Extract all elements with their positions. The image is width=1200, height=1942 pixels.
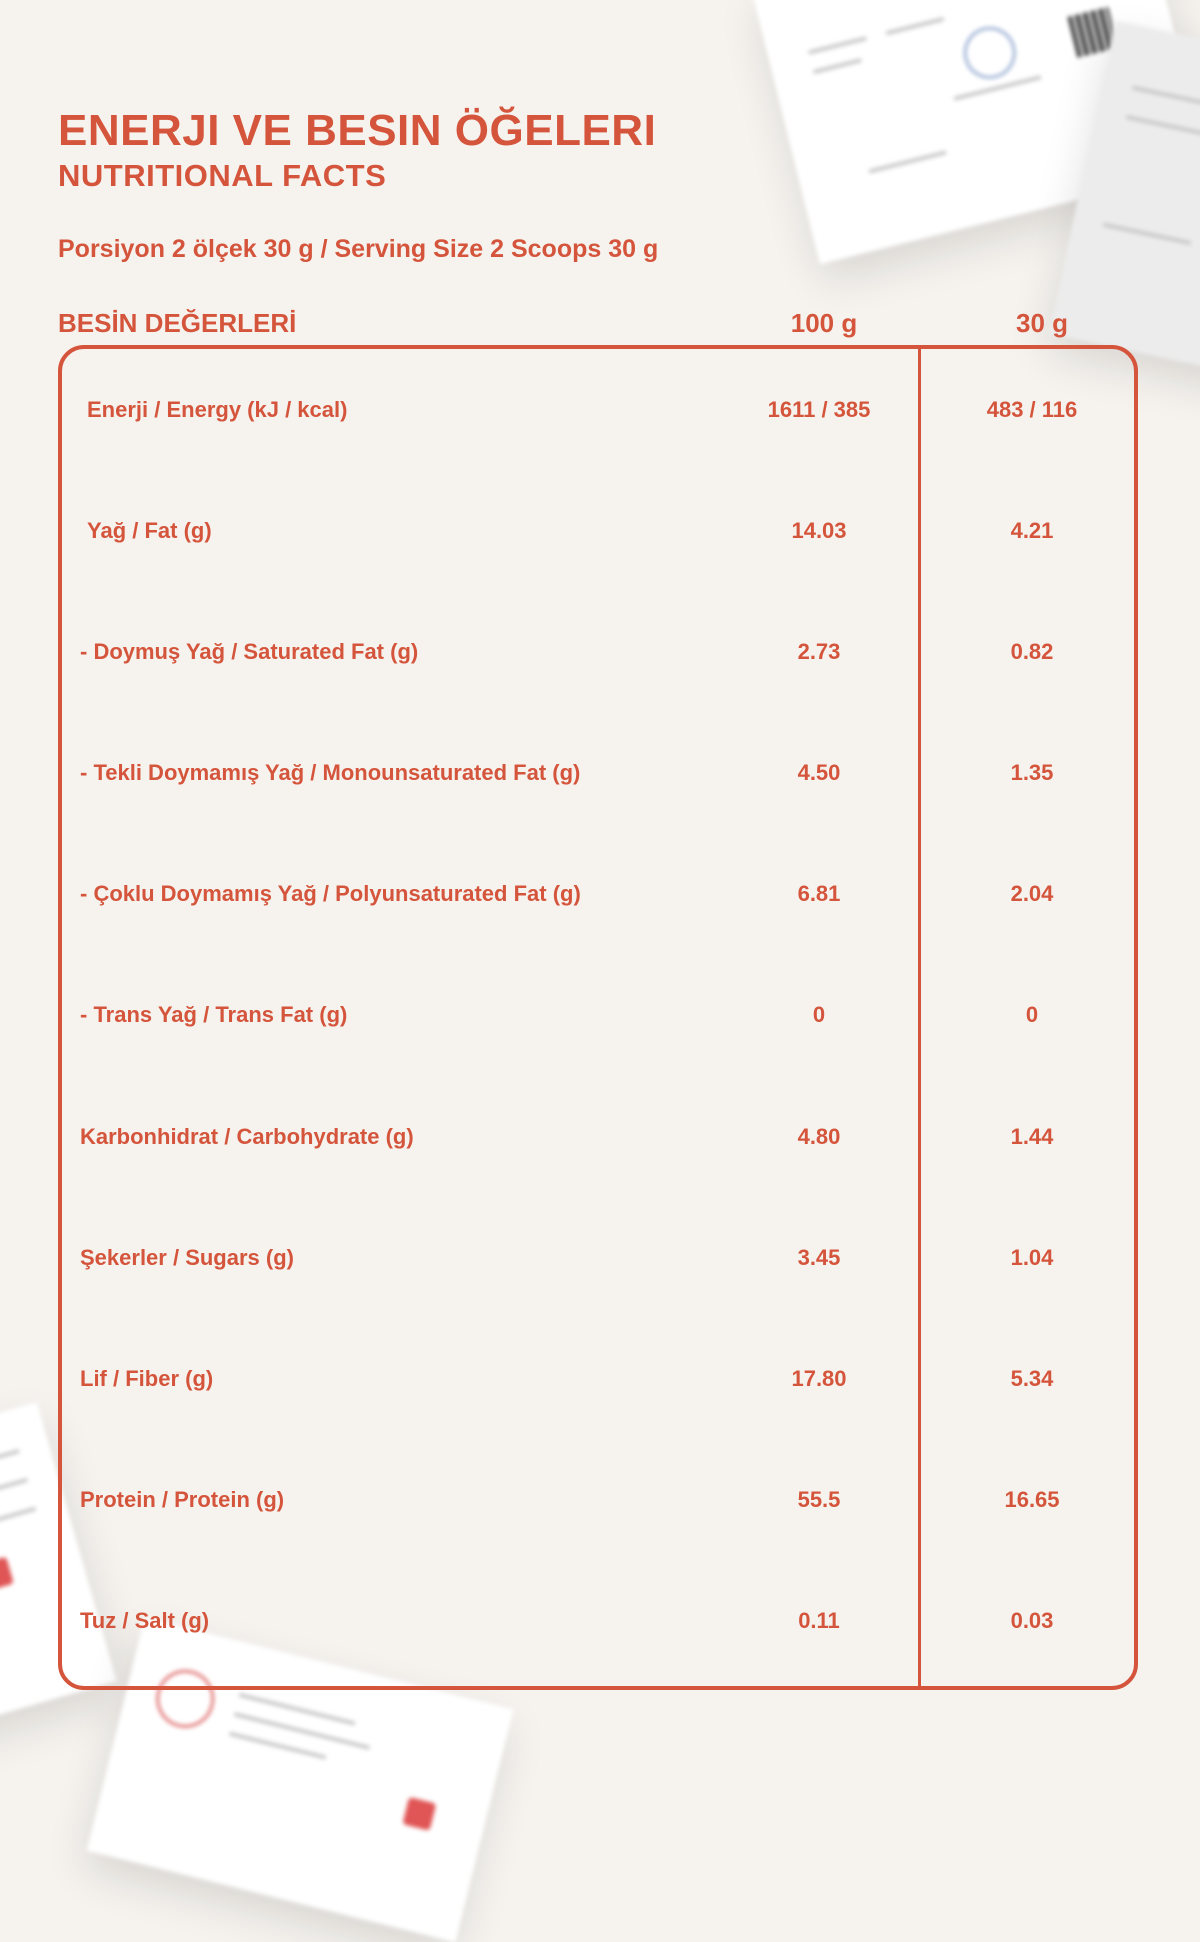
row-label: Lif / Fiber (g) [80, 1366, 214, 1391]
value-100g: 14.03 [791, 518, 847, 543]
table-row [58, 639, 1138, 679]
value-30g: 2.04 [1010, 881, 1054, 906]
serving-size: Porsiyon 2 ölçek 30 g / Serving Size 2 Scoops 30 g [58, 235, 659, 263]
value-100g: 1611 / 385 [767, 397, 871, 422]
table-row [58, 518, 1138, 558]
value-100g: 0 [812, 1002, 826, 1027]
value-30g: 0.03 [1010, 1608, 1054, 1633]
row-label: - Doymuş Yağ / Saturated Fat (g) [80, 639, 419, 664]
value-100g: 2.73 [797, 639, 841, 664]
value-100g: 4.50 [797, 760, 841, 785]
row-label: Enerji / Energy (kJ / kcal) [87, 397, 348, 422]
value-30g: 4.21 [1010, 518, 1054, 543]
row-label: Yağ / Fat (g) [87, 518, 212, 543]
table-row [58, 1487, 1138, 1527]
value-30g: 5.34 [1010, 1366, 1054, 1391]
row-label: Şekerler / Sugars (g) [80, 1245, 294, 1270]
value-100g: 17.80 [791, 1366, 847, 1391]
table-row [58, 760, 1138, 800]
value-30g: 483 / 116 [986, 397, 1078, 422]
row-label: Protein / Protein (g) [80, 1487, 285, 1512]
value-30g: 0 [1025, 1002, 1039, 1027]
row-label: Tuz / Salt (g) [80, 1608, 210, 1633]
page-subtitle: NUTRITIONAL FACTS [58, 158, 387, 193]
value-30g: 1.04 [1010, 1245, 1054, 1270]
table-row [58, 881, 1138, 921]
table-row [58, 1002, 1138, 1042]
page-title: ENERJI VE BESIN ÖĞELERI [58, 106, 657, 155]
value-30g: 0.82 [1010, 639, 1054, 664]
row-label: - Tekli Doymamış Yağ / Monounsaturated Fat (g) [80, 760, 581, 785]
value-100g: 55.5 [797, 1487, 841, 1512]
row-label: Karbonhidrat / Carbohydrate (g) [80, 1124, 414, 1149]
table-row [58, 1124, 1138, 1164]
value-100g: 6.81 [797, 881, 841, 906]
value-100g: 4.80 [797, 1124, 841, 1149]
table-row [58, 1245, 1138, 1285]
value-30g: 16.65 [1004, 1487, 1060, 1512]
table-row [58, 1608, 1138, 1648]
value-100g: 0.11 [798, 1608, 840, 1633]
table-header-100g: 100 g [790, 308, 858, 338]
table-row [58, 397, 1138, 437]
row-label: - Trans Yağ / Trans Fat (g) [80, 1002, 348, 1027]
value-30g: 1.44 [1010, 1124, 1054, 1149]
table-row [58, 1366, 1138, 1406]
value-30g: 1.35 [1010, 760, 1054, 785]
table-header-label: BESİN DEĞERLERİ [58, 308, 297, 338]
row-label: - Çoklu Doymamış Yağ / Polyunsaturated Fat (g) [80, 881, 581, 906]
value-100g: 3.45 [797, 1245, 841, 1270]
table-header-30g: 30 g [1015, 308, 1069, 338]
